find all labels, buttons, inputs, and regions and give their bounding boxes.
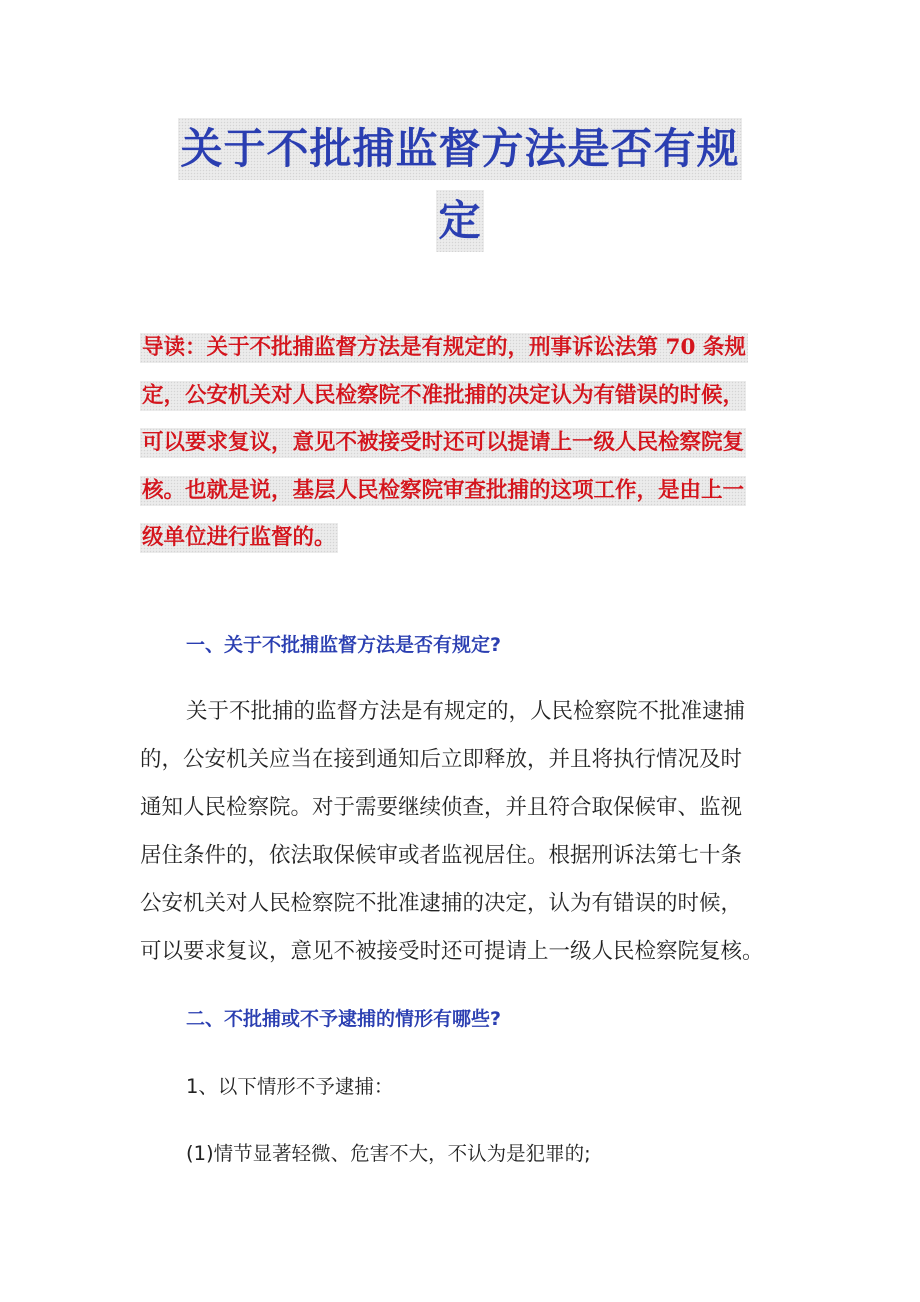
intro-line <box>140 381 746 411</box>
intro-line-text: 导读：关于不批捕监督方法是有规定的，刑事诉讼法第 70 条规 <box>140 333 748 363</box>
intro-line <box>140 523 338 553</box>
intro-line <box>140 428 746 458</box>
section-heading-2: 二、不批捕或不予逮捕的情形有哪些? <box>186 1008 502 1030</box>
title-text: 关于不批捕监督方法是否有规 <box>178 118 741 180</box>
paragraph-line: 关于不批捕的监督方法是有规定的，人民检察院不批准逮捕 <box>186 699 746 724</box>
paragraph-line: 居住条件的，依法取保候审或者监视居住。根据刑诉法第七十条 <box>140 843 743 868</box>
paragraph-line: 通知人民检察院。对于需要继续侦查，并且符合取保候审、监视 <box>140 795 743 820</box>
document-title-line-2 <box>0 190 920 252</box>
paragraph-line: 公安机关对人民检察院不批准逮捕的决定，认为有错误的时候， <box>140 891 743 916</box>
title-text: 定 <box>436 190 483 252</box>
intro-line-text: 可以要求复议，意见不被接受时还可以提请上一级人民检察院复 <box>140 428 746 458</box>
document-title-line-1 <box>0 118 920 180</box>
paragraph-line: 可以要求复议，意见不被接受时还可提请上一级人民检察院复核。 <box>140 939 764 964</box>
list-item: 1、以下情形不予逮捕： <box>186 1075 394 1098</box>
list-item: (1)情节显著轻微、危害不大，不认为是犯罪的; <box>186 1142 591 1165</box>
paragraph-line: 的，公安机关应当在接到通知后立即释放，并且将执行情况及时 <box>140 747 743 772</box>
intro-line-text: 核。也就是说，基层人民检察院审查批捕的这项工作，是由上一 <box>140 476 746 506</box>
intro-line-text: 定，公安机关对人民检察院不准批捕的决定认为有错误的时候， <box>140 381 746 411</box>
intro-line <box>140 476 746 506</box>
intro-line-text: 级单位进行监督的。 <box>140 523 338 553</box>
section-heading-1: 一、关于不批捕监督方法是否有规定? <box>186 634 502 656</box>
intro-line <box>140 333 748 363</box>
